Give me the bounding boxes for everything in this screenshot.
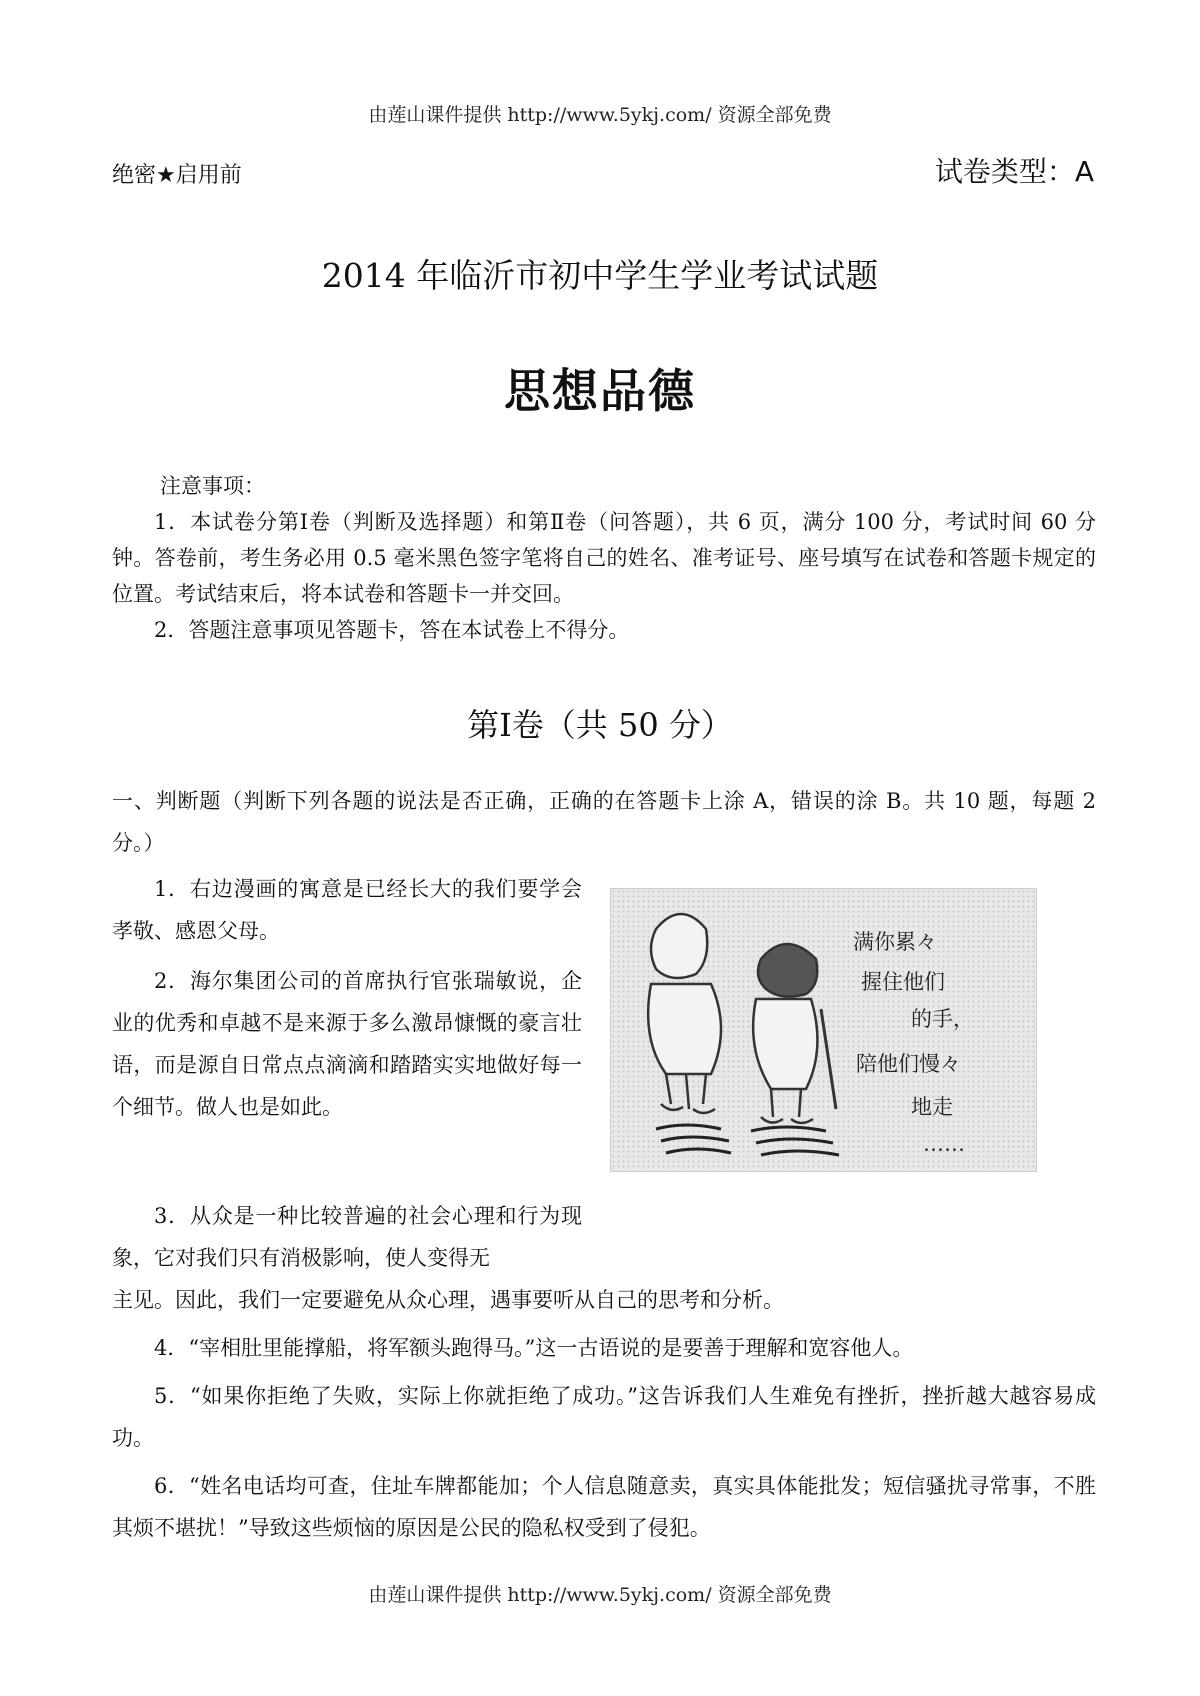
question-text: 3．从众是一种比较普遍的社会心理和行为现象，它对我们只有消极影响，使人变得无 — [112, 1204, 582, 1270]
subject-title: 思想品德 — [504, 364, 696, 418]
caption-line: …… — [923, 1132, 965, 1156]
question-text: 5．“如果你拒绝了失败，实际上你就拒绝了成功。”这告诉我们人生难免有挫折，挫折越大越容易成功。 — [112, 1384, 1096, 1450]
notes-section — [112, 468, 1096, 648]
question-4 — [112, 1327, 1096, 1369]
caption-line: 握住他们 — [861, 970, 945, 994]
section-heading: 一、判断题（判断下列各题的说法是否正确，正确的在答题卡上涂 A，错误的涂 B。共 10 题，每题 2 分。） — [112, 789, 1096, 855]
exam-title: 2014 年临沂市初中学生学业考试试题 — [321, 256, 879, 295]
reflection-lines — [656, 1125, 839, 1155]
caption-line: 陪他们慢々 — [856, 1052, 961, 1076]
adult-figure — [648, 914, 721, 1113]
cartoon-image — [610, 888, 1037, 1172]
question-text: 4．“宰相肚里能撑船，将军额头跑得马。”这一古语说的是要善于理解和宽容他人。 — [154, 1336, 914, 1360]
confidential-label: 绝密★启用前 — [112, 163, 242, 188]
volume-title: 第Ⅰ卷（共 50 分） — [467, 706, 733, 744]
question-3 — [112, 1195, 582, 1279]
question-1 — [112, 868, 582, 952]
page-footer: 由莲山课件提供 http://www.5ykj.com/ 资源全部免费 — [368, 1584, 832, 1606]
paper-type-label: 试卷类型：A — [934, 155, 1094, 188]
notes-item: 2．答题注意事项见答题卡，答在本试卷上不得分。 — [154, 618, 630, 642]
cartoon-caption — [853, 930, 974, 1156]
question-2 — [112, 960, 582, 1128]
page-header: 由莲山课件提供 http://www.5ykj.com/ 资源全部免费 — [368, 104, 832, 126]
child-figure — [753, 944, 836, 1123]
caption-line: 地走 — [911, 1095, 953, 1119]
notes-title: 注意事项： — [160, 474, 265, 498]
question-text: 6．“姓名电话均可查，住址车牌都能加；个人信息随意卖，真实具体能批发；短信骚扰寻常事，不胜其烦不堪扰！”导致这些烦恼的原因是公民的隐私权受到了侵犯。 — [112, 1474, 1096, 1540]
question-6 — [112, 1465, 1096, 1549]
caption-line: 满你累々 — [853, 930, 937, 954]
caption-line: 的手， — [911, 1007, 974, 1031]
notes-item: 1．本试卷分第Ⅰ卷（判断及选择题）和第Ⅱ卷（问答题），共 6 页，满分 100 分，考试时间 60 分钟。答卷前，考生务必用 0.5 毫米黑色签字笔将自己的姓名、准考证号、座号填写在试卷和答题卡规定的位置。考试结束后，将本试卷和答题卡一并交回。 — [112, 510, 1096, 606]
question-text: 1．右边漫画的寓意是已经长大的我们要学会孝敬、感恩父母。 — [112, 877, 582, 943]
cartoon-illustration — [611, 889, 1036, 1171]
question-3-continued: 主见。因此，我们一定要避免从众心理，遇事要听从自己的思考和分析。 — [112, 1288, 784, 1312]
question-text: 2．海尔集团公司的首席执行官张瑞敏说，企业的优秀和卓越不是来源于多么激昂慷慨的豪言壮语，而是源自日常点点滴滴和踏踏实实地做好每一个细节。做人也是如此。 — [112, 969, 582, 1119]
question-5 — [112, 1375, 1096, 1459]
